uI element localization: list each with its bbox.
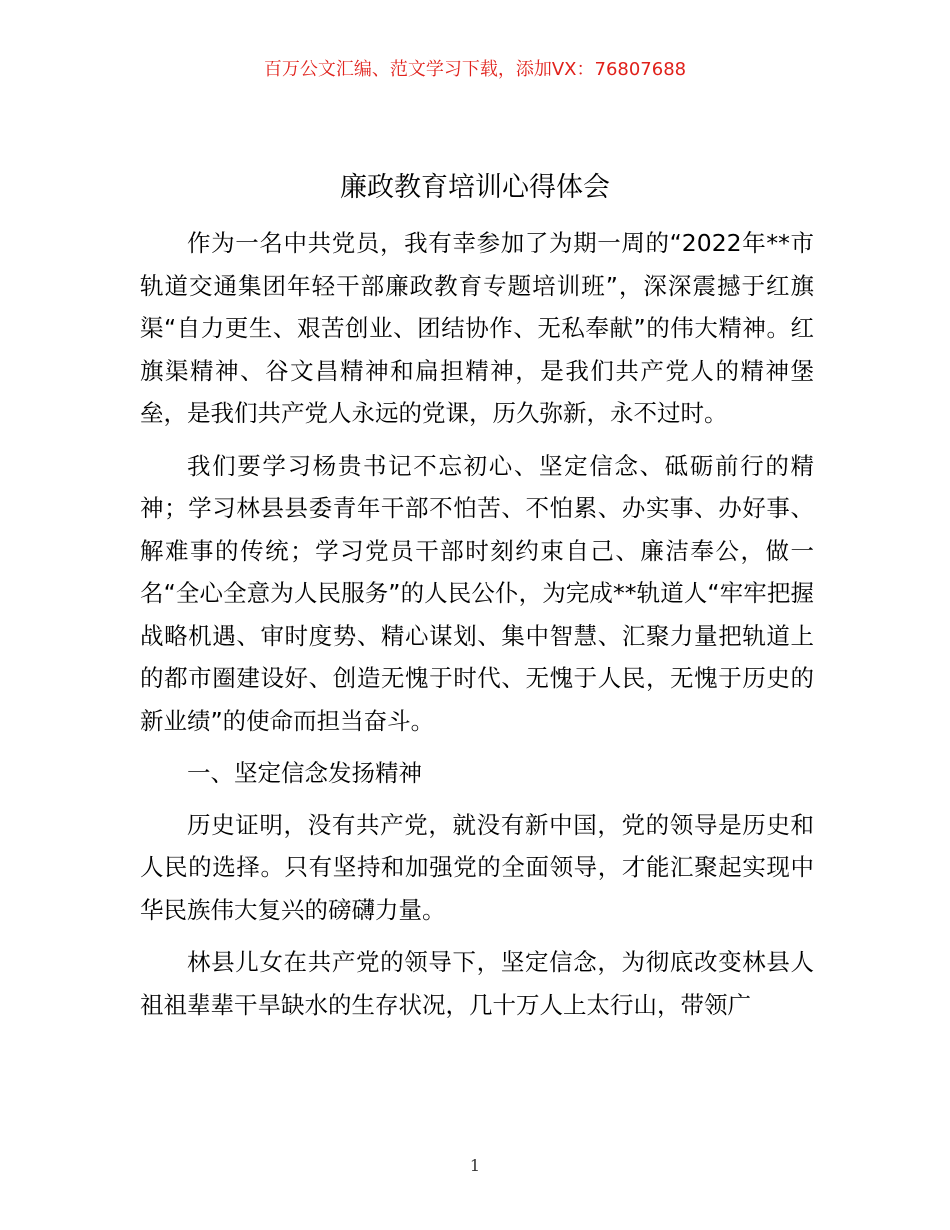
paragraph-history: 历史证明，没有共产党，就没有新中国，党的领导是历史和人民的选择。只有坚持和加强党的全面领导，才能汇聚起实现中华民族伟大复兴的磅礴力量。 (140, 810, 814, 924)
paragraph-learning: 我们要学习杨贵书记不忘初心、坚定信念、砥砺前行的精神；学习林县县委青年干部不怕苦、不怕累、办实事、办好事、解难事的传统；学习党员干部时刻约束自己、廉洁奉公，做一名“全心全意为人民服务”的人民公仆，为完成**轨道人“牢牢把握战略机遇、审时度势、精心谋划、集中智慧、汇聚力量把轨道上的都市圈建设好、创造无愧于时代、无愧于人民，无愧于历史的新业绩”的使命而担当奋斗。 (140, 451, 814, 735)
paragraph-linxian: 林县儿女在共产党的领导下，坚定信念，为彻底改变林县人祖祖辈辈干旱缺水的生存状况，几十万人上太行山，带领广 (140, 948, 814, 1019)
document-title: 廉政教育培训心得体会 (340, 172, 610, 203)
section-heading: 一、坚定信念发扬精神 (187, 759, 422, 787)
paragraph-intro: 作为一名中共党员，我有幸参加了为期一周的“2022年**市轨道交通集团年轻干部廉政教育专题培训班”，深深震撼于红旗渠“自力更生、艰苦创业、团结协作、无私奉献”的伟大精神。红旗渠精神、谷文昌精神和扁担精神，是我们共产党人的精神堡垒，是我们共产党人永远的党课，历久弥新，永不过时。 (140, 229, 814, 427)
page-number: 1 (469, 1156, 481, 1175)
header-banner: 百万公文汇编、范文学习下载，添加VX：76807688 (263, 59, 687, 80)
document-body (140, 222, 814, 1036)
